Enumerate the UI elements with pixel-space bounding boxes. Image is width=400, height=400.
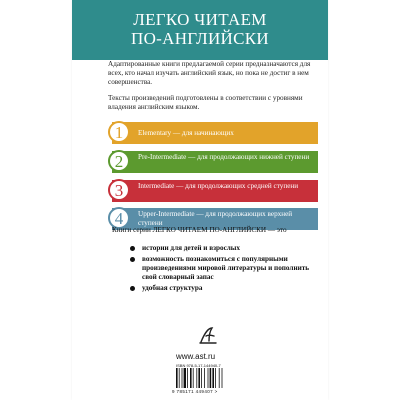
isbn-number: ISBN 978-5-17-144940-7 [176, 363, 221, 368]
barcode-bar [190, 368, 192, 388]
barcode-bar [204, 368, 205, 388]
level-label: Upper-Intermediate — для продолжающих верхней ступени [138, 210, 293, 227]
barcode-bar [210, 368, 212, 388]
barcode-bar [215, 368, 216, 388]
bullet-icon [130, 286, 135, 291]
level-label: Intermediate — для продолжающих средней ступени [138, 182, 299, 190]
intro-paragraph-1: Адаптированные книги предлагаемой серии предназначаются для всех, кто начал изучать английский язык, но пока не достиг в нем совершенства. [108, 60, 311, 86]
barcode-bar [222, 368, 223, 388]
bullet-icon [130, 257, 135, 262]
list-item: истории для детей и взрослых [130, 244, 320, 253]
feature-list [130, 244, 320, 295]
barcode-bar [187, 368, 188, 388]
barcode-bar [208, 368, 209, 388]
level-label: Pre-Intermediate — для продолжающих нижней ступени [138, 153, 310, 161]
intro-text [108, 60, 318, 119]
barcode-bar [193, 368, 194, 388]
barcode-bar [179, 368, 180, 388]
intro-paragraph-2: Тексты произведений подготовлены в соответствии с уровнями владения английским языком. [108, 94, 303, 111]
level-bar-elementary [112, 122, 318, 144]
barcode-bar [196, 368, 197, 388]
list-item: удобная структура [130, 284, 320, 293]
barcode-bar [182, 368, 183, 388]
level-bar-intermediate [112, 180, 318, 202]
level-number-badge: 1 [108, 121, 130, 143]
level-label: Elementary — для начинающих [138, 129, 234, 137]
barcode-bar [184, 368, 186, 388]
barcode-bar [219, 368, 220, 388]
publisher-logo-icon [197, 326, 219, 346]
series-title-line2: ПО-АНГЛИЙСКИ [131, 29, 269, 48]
barcode-bar [198, 368, 200, 388]
barcode-bar [176, 368, 178, 388]
barcode-digits: 9 785171 449407 > [172, 389, 218, 394]
list-item: возможность познакомиться с популярными произведениями мировой литературы и пополнить свой словарный запас [130, 255, 320, 282]
series-title [72, 10, 328, 48]
series-description: Книги серии ЛЕГКО ЧИТАЕМ ПО-АНГЛИЙСКИ — это [112, 226, 287, 234]
level-number-badge: 4 [108, 207, 130, 229]
level-number-badge: 2 [108, 150, 130, 172]
level-number-badge: 3 [108, 179, 130, 201]
level-bar-pre-intermediate [112, 151, 318, 173]
series-title-line1: ЛЕГКО ЧИТАЕМ [133, 10, 267, 29]
barcode-bar [212, 368, 214, 388]
barcode-bar [201, 368, 202, 388]
bullet-icon [130, 246, 135, 251]
publisher-url: www.ast.ru [176, 352, 216, 361]
barcode-icon [176, 368, 234, 388]
series-header [72, 0, 328, 60]
book-back-cover [72, 0, 328, 400]
